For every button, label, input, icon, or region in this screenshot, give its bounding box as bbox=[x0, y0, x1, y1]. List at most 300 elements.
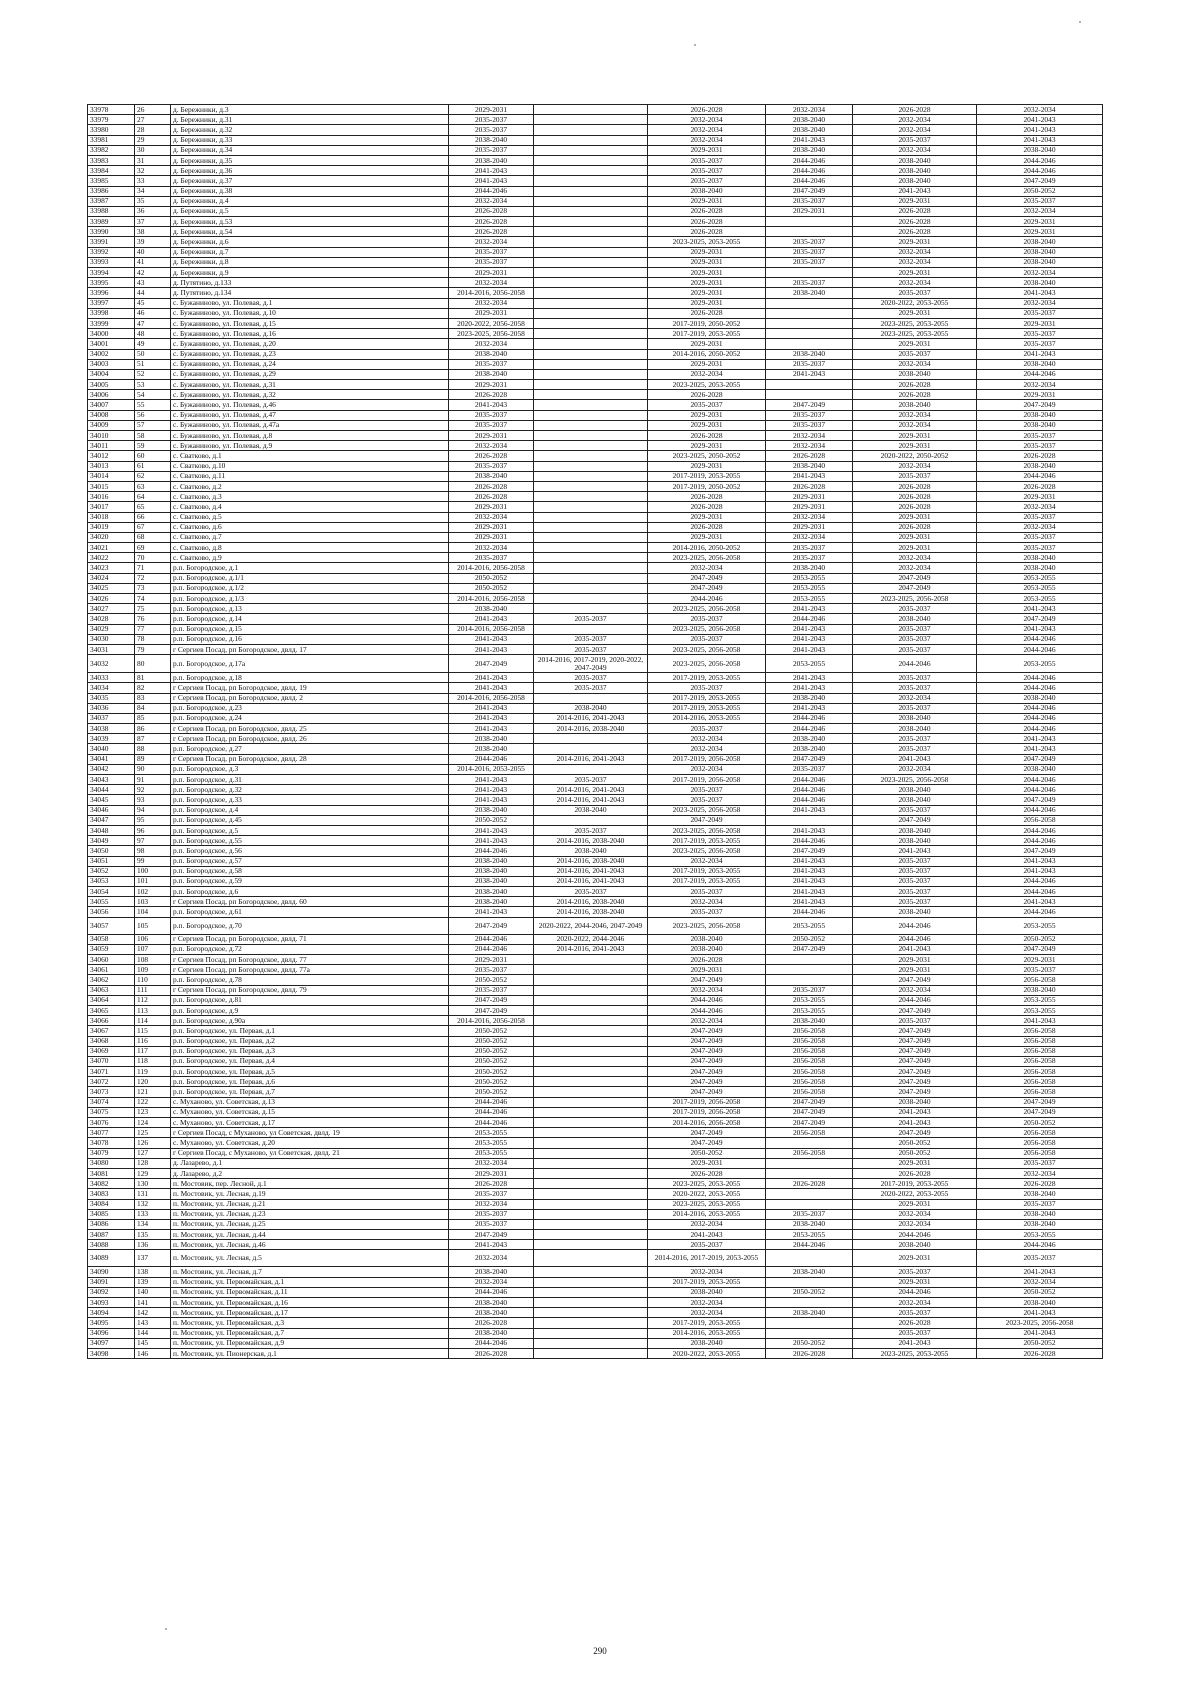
table-cell: 34034 bbox=[88, 683, 135, 693]
table-cell bbox=[534, 390, 648, 400]
table-cell: 2038-2040 bbox=[766, 125, 853, 135]
table-cell: 2032-2034 bbox=[853, 278, 977, 288]
table-cell: 2032-2034 bbox=[766, 512, 853, 522]
table-cell: 135 bbox=[135, 1230, 171, 1240]
table-row bbox=[88, 186, 1103, 196]
table-row bbox=[88, 955, 1103, 965]
table-row bbox=[88, 298, 1103, 308]
table-cell: 2029-2031 bbox=[648, 145, 766, 155]
table-cell: 2029-2031 bbox=[648, 532, 766, 542]
table-cell: 84 bbox=[135, 703, 171, 713]
table-cell: 2041-2043 bbox=[449, 1240, 534, 1250]
table-cell: р.п. Богородское, д.56 bbox=[171, 846, 449, 856]
table-cell bbox=[766, 1298, 853, 1308]
table-cell: 2026-2028 bbox=[853, 481, 977, 491]
table-cell: 2041-2043 bbox=[977, 115, 1103, 125]
table-cell: 2041-2043 bbox=[853, 1107, 977, 1117]
table-cell: 2017-2019, 2053-2055 bbox=[648, 876, 766, 886]
table-cell: 32 bbox=[135, 166, 171, 176]
table-cell: 33993 bbox=[88, 257, 135, 267]
table-cell: п. Мостовик, ул. Лесная, д.21 bbox=[171, 1199, 449, 1209]
table-cell bbox=[534, 237, 648, 247]
table-cell: 2035-2037 bbox=[853, 135, 977, 145]
table-cell: 2044-2046 bbox=[977, 683, 1103, 693]
table-cell: 2038-2040 bbox=[766, 1219, 853, 1229]
table-cell: г Сергиев Посад, рп Богородское, двлд. 77 bbox=[171, 955, 449, 965]
table-cell: 33983 bbox=[88, 155, 135, 165]
table-cell: 62 bbox=[135, 471, 171, 481]
table-cell: 2026-2028 bbox=[853, 492, 977, 502]
table-cell: 92 bbox=[135, 785, 171, 795]
table-cell: 2032-2034 bbox=[766, 105, 853, 115]
table-cell: р.п. Богородское, д.45 bbox=[171, 815, 449, 825]
table-cell: р.п. Богородское, д.1/2 bbox=[171, 583, 449, 593]
table-cell: 2026-2028 bbox=[853, 522, 977, 532]
table-cell: 2023-2025, 2053-2055 bbox=[648, 380, 766, 390]
table-cell: 34065 bbox=[88, 1005, 135, 1015]
table-cell: 2029-2031 bbox=[853, 308, 977, 318]
table-cell: 2053-2055 bbox=[766, 573, 853, 583]
table-cell: 2035-2037 bbox=[449, 410, 534, 420]
table-cell: 33978 bbox=[88, 105, 135, 115]
table-cell: 34020 bbox=[88, 532, 135, 542]
table-cell: 2041-2043 bbox=[853, 944, 977, 954]
table-cell: 2044-2046 bbox=[648, 594, 766, 604]
table-cell: д. Бережники, д.38 bbox=[171, 186, 449, 196]
table-cell: 2029-2031 bbox=[648, 1158, 766, 1168]
table-row bbox=[88, 481, 1103, 491]
table-cell: 2044-2046 bbox=[449, 1287, 534, 1297]
table-cell: 2053-2055 bbox=[449, 1138, 534, 1148]
table-cell: 2029-2031 bbox=[449, 1168, 534, 1178]
table-cell: 2035-2037 bbox=[853, 288, 977, 298]
table-cell: 2032-2034 bbox=[648, 856, 766, 866]
table-cell: 2053-2055 bbox=[449, 1128, 534, 1138]
table-cell bbox=[534, 522, 648, 532]
table-cell: 2053-2055 bbox=[977, 573, 1103, 583]
table-cell: 2017-2019, 2053-2055 bbox=[648, 329, 766, 339]
table-cell: 2056-2058 bbox=[977, 1128, 1103, 1138]
table-cell: 34038 bbox=[88, 724, 135, 734]
table-cell: 2035-2037 bbox=[853, 1308, 977, 1318]
table-row bbox=[88, 1267, 1103, 1277]
table-row bbox=[88, 196, 1103, 206]
table-row bbox=[88, 795, 1103, 805]
table-cell: 2044-2046 bbox=[766, 713, 853, 723]
table-cell: 2041-2043 bbox=[853, 186, 977, 196]
table-cell: 2047-2049 bbox=[853, 573, 977, 583]
table-cell: 2020-2022, 2053-2055 bbox=[648, 1189, 766, 1199]
table-cell: 2044-2046 bbox=[766, 155, 853, 165]
table-cell: 2026-2028 bbox=[449, 390, 534, 400]
table-cell: 2032-2034 bbox=[853, 1219, 977, 1229]
table-cell: 2044-2046 bbox=[977, 634, 1103, 644]
table-cell: 2029-2031 bbox=[853, 441, 977, 451]
table-cell: 2023-2025, 2056-2058 bbox=[648, 624, 766, 634]
table-cell: 2044-2046 bbox=[853, 655, 977, 673]
table-cell: 2035-2037 bbox=[853, 887, 977, 897]
table-cell: р.п. Богородское, д.1 bbox=[171, 563, 449, 573]
table-cell: 34091 bbox=[88, 1277, 135, 1287]
table-cell: 2032-2034 bbox=[853, 461, 977, 471]
table-cell: 2029-2031 bbox=[977, 227, 1103, 237]
table-cell: 2044-2046 bbox=[449, 754, 534, 764]
table-cell: 2041-2043 bbox=[853, 846, 977, 856]
table-cell: 2044-2046 bbox=[977, 166, 1103, 176]
table-cell: р.п. Богородское, д.1/3 bbox=[171, 594, 449, 604]
table-cell: 2014-2016, 2038-2040 bbox=[534, 836, 648, 846]
table-cell: 33999 bbox=[88, 318, 135, 328]
table-cell: 2035-2037 bbox=[766, 1209, 853, 1219]
table-cell bbox=[534, 105, 648, 115]
table-cell: 2035-2037 bbox=[853, 1328, 977, 1338]
table-cell: 2038-2040 bbox=[766, 145, 853, 155]
table-cell: 2029-2031 bbox=[766, 492, 853, 502]
table-cell: 2035-2037 bbox=[449, 115, 534, 125]
table-cell: 2017-2019, 2050-2052 bbox=[648, 318, 766, 328]
table-cell bbox=[534, 451, 648, 461]
table-cell: 2044-2046 bbox=[853, 917, 977, 934]
table-cell: 2041-2043 bbox=[449, 836, 534, 846]
table-cell: 2047-2049 bbox=[648, 1036, 766, 1046]
table-cell: 2050-2052 bbox=[977, 1338, 1103, 1348]
table-cell: р.п. Богородское, д.32 bbox=[171, 785, 449, 795]
table-cell: 2047-2049 bbox=[648, 573, 766, 583]
table-cell: 2056-2058 bbox=[766, 1128, 853, 1138]
table-cell: 2041-2043 bbox=[977, 1328, 1103, 1338]
table-cell: 2050-2052 bbox=[449, 1056, 534, 1066]
table-cell: 2017-2019, 2053-2055 bbox=[648, 836, 766, 846]
table-cell: 2041-2043 bbox=[766, 471, 853, 481]
table-cell: 2035-2037 bbox=[648, 1240, 766, 1250]
table-cell: 2044-2046 bbox=[977, 644, 1103, 654]
table-cell: 117 bbox=[135, 1046, 171, 1056]
table-cell: 2035-2037 bbox=[534, 614, 648, 624]
table-cell: 2017-2019, 2053-2055 bbox=[648, 1318, 766, 1328]
table-cell: р.п. Богородское, д.58 bbox=[171, 866, 449, 876]
table-cell: 34042 bbox=[88, 764, 135, 774]
table-cell: 2032-2034 bbox=[977, 380, 1103, 390]
table-row bbox=[88, 1046, 1103, 1056]
table-cell: 2035-2037 bbox=[766, 278, 853, 288]
table-cell: 2023-2025, 2053-2055 bbox=[648, 237, 766, 247]
table-cell: д. Бережники, д.31 bbox=[171, 115, 449, 125]
table-cell: 2035-2037 bbox=[853, 734, 977, 744]
table-cell: 2050-2052 bbox=[449, 1046, 534, 1056]
table-cell: 2047-2049 bbox=[648, 1046, 766, 1056]
table-cell bbox=[534, 380, 648, 390]
table-cell: 2038-2040 bbox=[449, 866, 534, 876]
table-cell: р.п. Богородское, д.24 bbox=[171, 713, 449, 723]
table-cell: 2035-2037 bbox=[648, 683, 766, 693]
table-cell: 37 bbox=[135, 217, 171, 227]
table-row bbox=[88, 1087, 1103, 1097]
table-cell bbox=[534, 481, 648, 491]
table-cell: 2056-2058 bbox=[977, 975, 1103, 985]
table-row bbox=[88, 1240, 1103, 1250]
table-cell: 34031 bbox=[88, 644, 135, 654]
table-cell: 2032-2034 bbox=[648, 1267, 766, 1277]
table-cell: 2014-2016, 2041-2043 bbox=[534, 944, 648, 954]
table-cell: п. Мостовик, ул. Первомайская, д.9 bbox=[171, 1338, 449, 1348]
table-cell: 2032-2034 bbox=[766, 441, 853, 451]
table-cell: 2041-2043 bbox=[449, 400, 534, 410]
table-cell: 34057 bbox=[88, 917, 135, 934]
table-row bbox=[88, 583, 1103, 593]
table-cell: 34098 bbox=[88, 1348, 135, 1358]
table-cell: 2026-2028 bbox=[449, 481, 534, 491]
table-cell: 34009 bbox=[88, 420, 135, 430]
table-cell: 2044-2046 bbox=[449, 1107, 534, 1117]
table-cell: 2035-2037 bbox=[766, 196, 853, 206]
table-cell: 2044-2046 bbox=[766, 166, 853, 176]
table-cell: 2047-2049 bbox=[853, 1067, 977, 1077]
table-cell: р.п. Богородское, ул. Первая, д.1 bbox=[171, 1026, 449, 1036]
table-cell: 2032-2034 bbox=[449, 512, 534, 522]
table-cell: 2038-2040 bbox=[853, 400, 977, 410]
table-cell: 2047-2049 bbox=[853, 583, 977, 593]
table-row bbox=[88, 775, 1103, 785]
table-cell: 2056-2058 bbox=[977, 1046, 1103, 1056]
table-cell: 2014-2016, 2041-2043 bbox=[534, 754, 648, 764]
table-cell: 34063 bbox=[88, 985, 135, 995]
table-cell: р.п. Богородское, ул. Первая, д.3 bbox=[171, 1046, 449, 1056]
table-cell: 2050-2052 bbox=[449, 583, 534, 593]
table-cell bbox=[534, 1148, 648, 1158]
table-cell: 2026-2028 bbox=[449, 217, 534, 227]
table-cell: 2035-2037 bbox=[977, 431, 1103, 441]
table-cell: 69 bbox=[135, 543, 171, 553]
table-cell: 2038-2040 bbox=[977, 563, 1103, 573]
table-cell bbox=[534, 985, 648, 995]
table-cell: 2041-2043 bbox=[853, 754, 977, 764]
table-cell: 34030 bbox=[88, 634, 135, 644]
table-row bbox=[88, 846, 1103, 856]
table-cell: 99 bbox=[135, 856, 171, 866]
table-cell: 2032-2034 bbox=[449, 441, 534, 451]
table-row bbox=[88, 227, 1103, 237]
table-cell: 2038-2040 bbox=[977, 553, 1103, 563]
table-cell: 2029-2031 bbox=[648, 965, 766, 975]
table-cell: 72 bbox=[135, 573, 171, 583]
table-row bbox=[88, 604, 1103, 614]
table-row bbox=[88, 257, 1103, 267]
table-cell: 2032-2034 bbox=[449, 298, 534, 308]
table-cell: 2038-2040 bbox=[853, 825, 977, 835]
table-cell: д. Бережники, д.36 bbox=[171, 166, 449, 176]
table-cell: 2032-2034 bbox=[449, 196, 534, 206]
table-cell: с. Муханово, ул. Советская, д.17 bbox=[171, 1118, 449, 1128]
table-cell: 2041-2043 bbox=[449, 703, 534, 713]
table-row bbox=[88, 573, 1103, 583]
table-cell: 2035-2037 bbox=[766, 257, 853, 267]
table-cell: 2029-2031 bbox=[977, 390, 1103, 400]
table-cell: 2038-2040 bbox=[977, 420, 1103, 430]
table-cell: 2035-2037 bbox=[449, 420, 534, 430]
table-cell: р.п. Богородское, д.70 bbox=[171, 917, 449, 934]
table-cell bbox=[766, 1189, 853, 1199]
table-cell: 132 bbox=[135, 1199, 171, 1209]
table-cell: 2038-2040 bbox=[449, 155, 534, 165]
table-cell: 2050-2052 bbox=[977, 934, 1103, 944]
table-cell: 2053-2055 bbox=[766, 1230, 853, 1240]
table-cell: 2044-2046 bbox=[977, 703, 1103, 713]
table-row bbox=[88, 724, 1103, 734]
table-cell: г Сергиев Посад, с Муханово, ул Советская, двлд. 19 bbox=[171, 1128, 449, 1138]
table-cell: 2038-2040 bbox=[766, 744, 853, 754]
table-cell: 33997 bbox=[88, 298, 135, 308]
table-cell: 33989 bbox=[88, 217, 135, 227]
table-cell: 2026-2028 bbox=[648, 217, 766, 227]
table-cell: с. Сватково, д.10 bbox=[171, 461, 449, 471]
table-cell: 63 bbox=[135, 481, 171, 491]
table-cell: 2026-2028 bbox=[853, 206, 977, 216]
table-cell: 2023-2025, 2050-2052 bbox=[648, 451, 766, 461]
table-cell: 2044-2046 bbox=[766, 795, 853, 805]
table-cell: 2041-2043 bbox=[449, 673, 534, 683]
table-cell: 2026-2028 bbox=[449, 1348, 534, 1358]
table-cell: 2035-2037 bbox=[977, 512, 1103, 522]
table-cell: 75 bbox=[135, 604, 171, 614]
table-cell bbox=[534, 693, 648, 703]
table-cell: 2056-2058 bbox=[977, 1036, 1103, 1046]
table-cell: 2047-2049 bbox=[766, 400, 853, 410]
table-row bbox=[88, 876, 1103, 886]
table-cell bbox=[766, 318, 853, 328]
table-cell: 2056-2058 bbox=[977, 1026, 1103, 1036]
table-cell: с. Бужаниново, ул. Полевая, д.29 bbox=[171, 369, 449, 379]
table-cell: 2041-2043 bbox=[977, 1267, 1103, 1277]
table-cell: 2029-2031 bbox=[853, 431, 977, 441]
table-cell: с. Бужаниново, ул. Полевая, д.9 bbox=[171, 441, 449, 451]
table-cell: 2014-2016, 2038-2040 bbox=[534, 897, 648, 907]
table-cell: 2029-2031 bbox=[648, 298, 766, 308]
table-cell: 34075 bbox=[88, 1107, 135, 1117]
table-cell: 2035-2037 bbox=[766, 410, 853, 420]
table-cell: 2026-2028 bbox=[766, 481, 853, 491]
table-cell bbox=[766, 380, 853, 390]
table-cell bbox=[534, 1097, 648, 1107]
table-cell: 2044-2046 bbox=[648, 995, 766, 1005]
table-cell: 2035-2037 bbox=[977, 441, 1103, 451]
table-cell: 2035-2037 bbox=[449, 965, 534, 975]
table-cell: 34002 bbox=[88, 349, 135, 359]
table-cell: д. Бережники, д.6 bbox=[171, 237, 449, 247]
table-cell: 2038-2040 bbox=[766, 288, 853, 298]
table-cell: 29 bbox=[135, 135, 171, 145]
table-cell bbox=[534, 125, 648, 135]
table-cell bbox=[534, 1209, 648, 1219]
table-cell: 2041-2043 bbox=[449, 785, 534, 795]
table-cell: 2032-2034 bbox=[449, 1199, 534, 1209]
table-cell: 34084 bbox=[88, 1199, 135, 1209]
table-cell: р.п. Богородское, д.55 bbox=[171, 836, 449, 846]
table-cell bbox=[766, 1158, 853, 1168]
table-cell: 2035-2037 bbox=[977, 532, 1103, 542]
table-cell: 2044-2046 bbox=[853, 1230, 977, 1240]
table-cell: 34094 bbox=[88, 1308, 135, 1318]
table-cell: р.п. Богородское, д.15 bbox=[171, 624, 449, 634]
table-row bbox=[88, 1005, 1103, 1015]
table-cell: 137 bbox=[135, 1250, 171, 1267]
table-row bbox=[88, 339, 1103, 349]
table-cell: 2014-2016, 2041-2043 bbox=[534, 713, 648, 723]
table-cell: 2035-2037 bbox=[853, 471, 977, 481]
table-cell: д. Бережники, д.9 bbox=[171, 268, 449, 278]
table-row bbox=[88, 785, 1103, 795]
table-cell: 2044-2046 bbox=[648, 1005, 766, 1015]
table-cell bbox=[534, 1138, 648, 1148]
table-cell bbox=[534, 206, 648, 216]
table-row bbox=[88, 644, 1103, 654]
table-cell: 2029-2031 bbox=[648, 196, 766, 206]
table-cell: р.п. Богородское, д.18 bbox=[171, 673, 449, 683]
table-cell: 2056-2058 bbox=[766, 1036, 853, 1046]
table-cell: 2041-2043 bbox=[766, 369, 853, 379]
table-cell: р.п. Богородское, д.31 bbox=[171, 775, 449, 785]
table-cell: 34011 bbox=[88, 441, 135, 451]
table-cell: 2035-2037 bbox=[766, 359, 853, 369]
table-cell: 2026-2028 bbox=[853, 390, 977, 400]
table-cell: 2014-2016, 2017-2019, 2020-2022, 2047-2049 bbox=[534, 655, 648, 673]
table-cell: 2026-2028 bbox=[449, 451, 534, 461]
table-cell: 2038-2040 bbox=[853, 166, 977, 176]
table-cell bbox=[766, 965, 853, 975]
table-cell: 34046 bbox=[88, 805, 135, 815]
table-cell bbox=[534, 532, 648, 542]
table-cell: 34035 bbox=[88, 693, 135, 703]
table-cell: 2017-2019, 2053-2055 bbox=[648, 703, 766, 713]
table-cell: 2017-2019, 2056-2058 bbox=[648, 1097, 766, 1107]
table-cell bbox=[766, 298, 853, 308]
table-cell: 2047-2049 bbox=[853, 1087, 977, 1097]
table-cell: 2032-2034 bbox=[766, 532, 853, 542]
table-cell: 2044-2046 bbox=[977, 713, 1103, 723]
table-cell: 2035-2037 bbox=[449, 359, 534, 369]
table-cell: 2041-2043 bbox=[977, 1308, 1103, 1318]
table-cell: 33 bbox=[135, 176, 171, 186]
table-cell bbox=[534, 461, 648, 471]
table-row bbox=[88, 856, 1103, 866]
scan-speck bbox=[1079, 21, 1081, 23]
table-cell: 34089 bbox=[88, 1250, 135, 1267]
table-cell: 2014-2016, 2053-2055 bbox=[648, 1209, 766, 1219]
table-cell: с. Бужаниново, ул. Полевая, д.16 bbox=[171, 329, 449, 339]
scan-speck bbox=[694, 44, 696, 46]
table-cell: 2038-2040 bbox=[449, 734, 534, 744]
table-row bbox=[88, 451, 1103, 461]
table-cell: 2014-2016, 2038-2040 bbox=[534, 907, 648, 917]
table-cell: 2041-2043 bbox=[449, 825, 534, 835]
table-cell: 2044-2046 bbox=[977, 825, 1103, 835]
table-cell bbox=[766, 1168, 853, 1178]
table-cell: 34051 bbox=[88, 856, 135, 866]
table-cell: 2020-2022, 2053-2055 bbox=[853, 298, 977, 308]
table-cell: 90 bbox=[135, 764, 171, 774]
table-cell: 2035-2037 bbox=[534, 887, 648, 897]
table-cell: 2041-2043 bbox=[766, 805, 853, 815]
table-cell: 2047-2049 bbox=[853, 815, 977, 825]
table-cell: 2047-2049 bbox=[977, 846, 1103, 856]
table-cell: 33988 bbox=[88, 206, 135, 216]
table-cell: 34008 bbox=[88, 410, 135, 420]
table-cell: 2029-2031 bbox=[648, 410, 766, 420]
table-cell: 2035-2037 bbox=[766, 420, 853, 430]
table-cell bbox=[534, 176, 648, 186]
table-cell: 2032-2034 bbox=[977, 522, 1103, 532]
table-cell: п. Мостовик, ул. Пионерская, д.1 bbox=[171, 1348, 449, 1358]
table-cell: 33982 bbox=[88, 145, 135, 155]
